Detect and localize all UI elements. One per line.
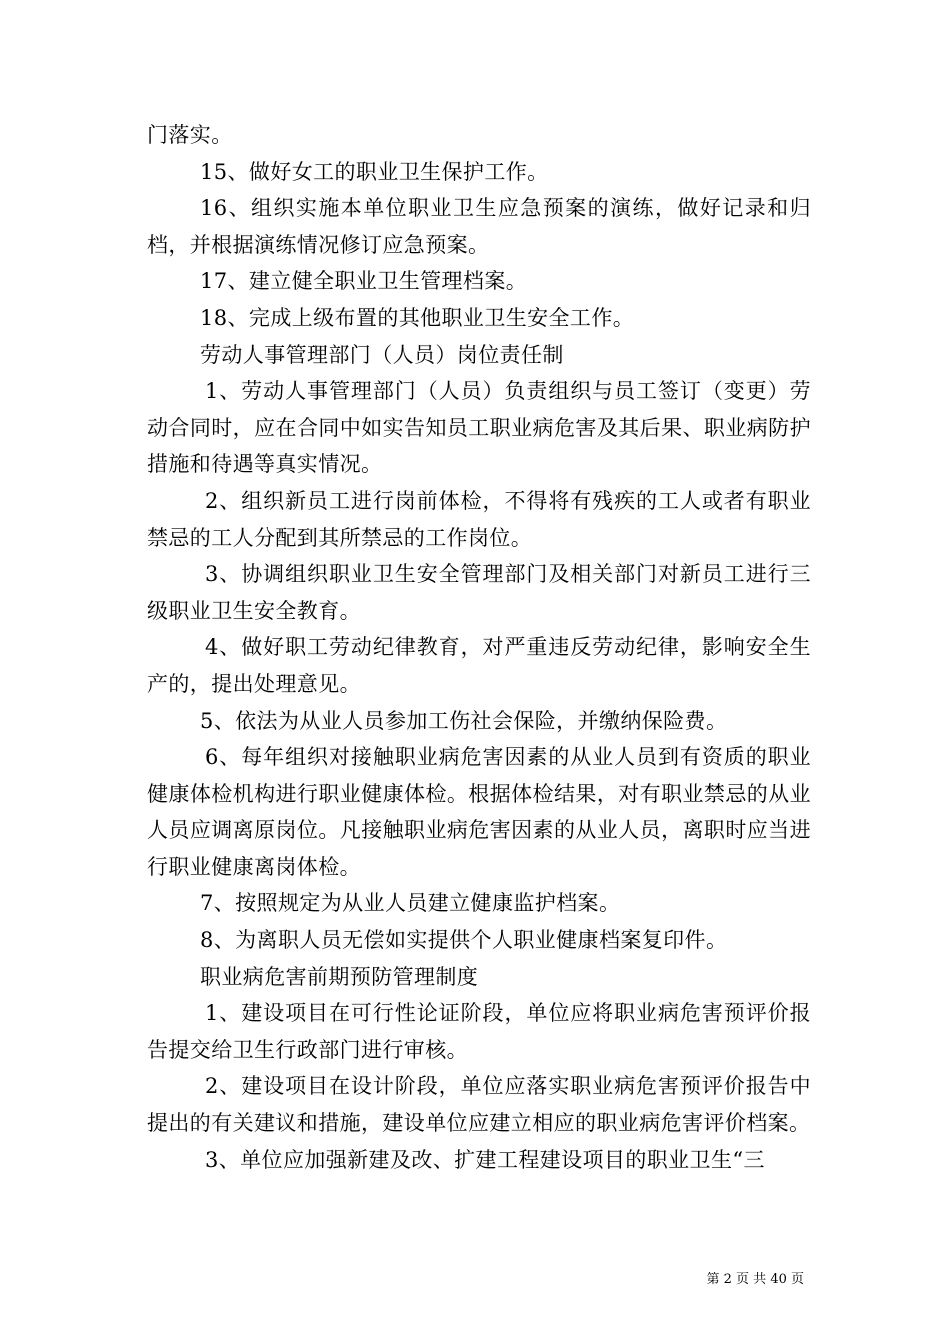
list-item-17: 17、建立健全职业卫生管理档案。 — [200, 269, 528, 294]
list-item-18: 18、完成上级布置的其他职业卫生安全工作。 — [200, 305, 635, 330]
hr-item-1: 1、劳动人事管理部门（人员）负责组织与员工签订（变更）劳动合同时，应在合同中如实告知员工职业病危害及其后果、职业病防护措施和待遇等真实情况。 — [147, 379, 811, 477]
page-number-footer: 第 2 页 共 40 页 — [706, 1272, 804, 1287]
prevention-item-2: 2、建设项目在设计阶段，单位应落实职业病危害预评价报告中提出的有关建议和措施，建设单位应建立相应的职业病危害评价档案。 — [147, 1074, 811, 1136]
hr-item-5: 5、依法为从业人员参加工伤社会保险，并缴纳保险费。 — [200, 708, 728, 733]
document-body — [147, 117, 811, 1178]
hr-item-6: 6、每年组织对接触职业病危害因素的从业人员到有资质的职业健康体检机构进行职业健康体检。根据体检结果，对有职业禁忌的从业人员应调离原岗位。凡接触职业病危害因素的从业人员，离职时应当进行职业健康离岗体检。 — [147, 745, 811, 879]
hr-item-4: 4、做好职工劳动纪律教育，对严重违反劳动纪律，影响安全生产的，提出处理意见。 — [147, 635, 811, 696]
hr-item-3: 3、协调组织职业卫生安全管理部门及相关部门对新员工进行三级职业卫生安全教育。 — [147, 562, 811, 623]
hr-item-8: 8、为离职人员无偿如实提供个人职业健康档案复印件。 — [200, 928, 728, 953]
prevention-item-1: 1、建设项目在可行性论证阶段，单位应将职业病危害预评价报告提交给卫生行政部门进行审核。 — [147, 1001, 811, 1062]
prevention-item-3: 3、单位应加强新建及改、扩建工程建设项目的职业卫生“三 — [205, 1147, 765, 1172]
section-heading-hr: 劳动人事管理部门（人员）岗位责任制 — [200, 342, 564, 367]
hr-item-2: 2、组织新员工进行岗前体检，不得将有残疾的工人或者有职业禁忌的工人分配到其所禁忌的工作岗位。 — [147, 488, 811, 550]
list-item-16: 16、组织实施本单位职业卫生应急预案的演练，做好记录和归档，并根据演练情况修订应急预案。 — [147, 196, 811, 257]
paragraph-continuation: 门落实。 — [147, 123, 233, 147]
hr-item-7: 7、按照规定为从业人员建立健康监护档案。 — [200, 891, 621, 916]
list-item-15: 15、做好女工的职业卫生保护工作。 — [200, 159, 549, 184]
section-heading-prevention: 职业病危害前期预防管理制度 — [200, 964, 479, 989]
